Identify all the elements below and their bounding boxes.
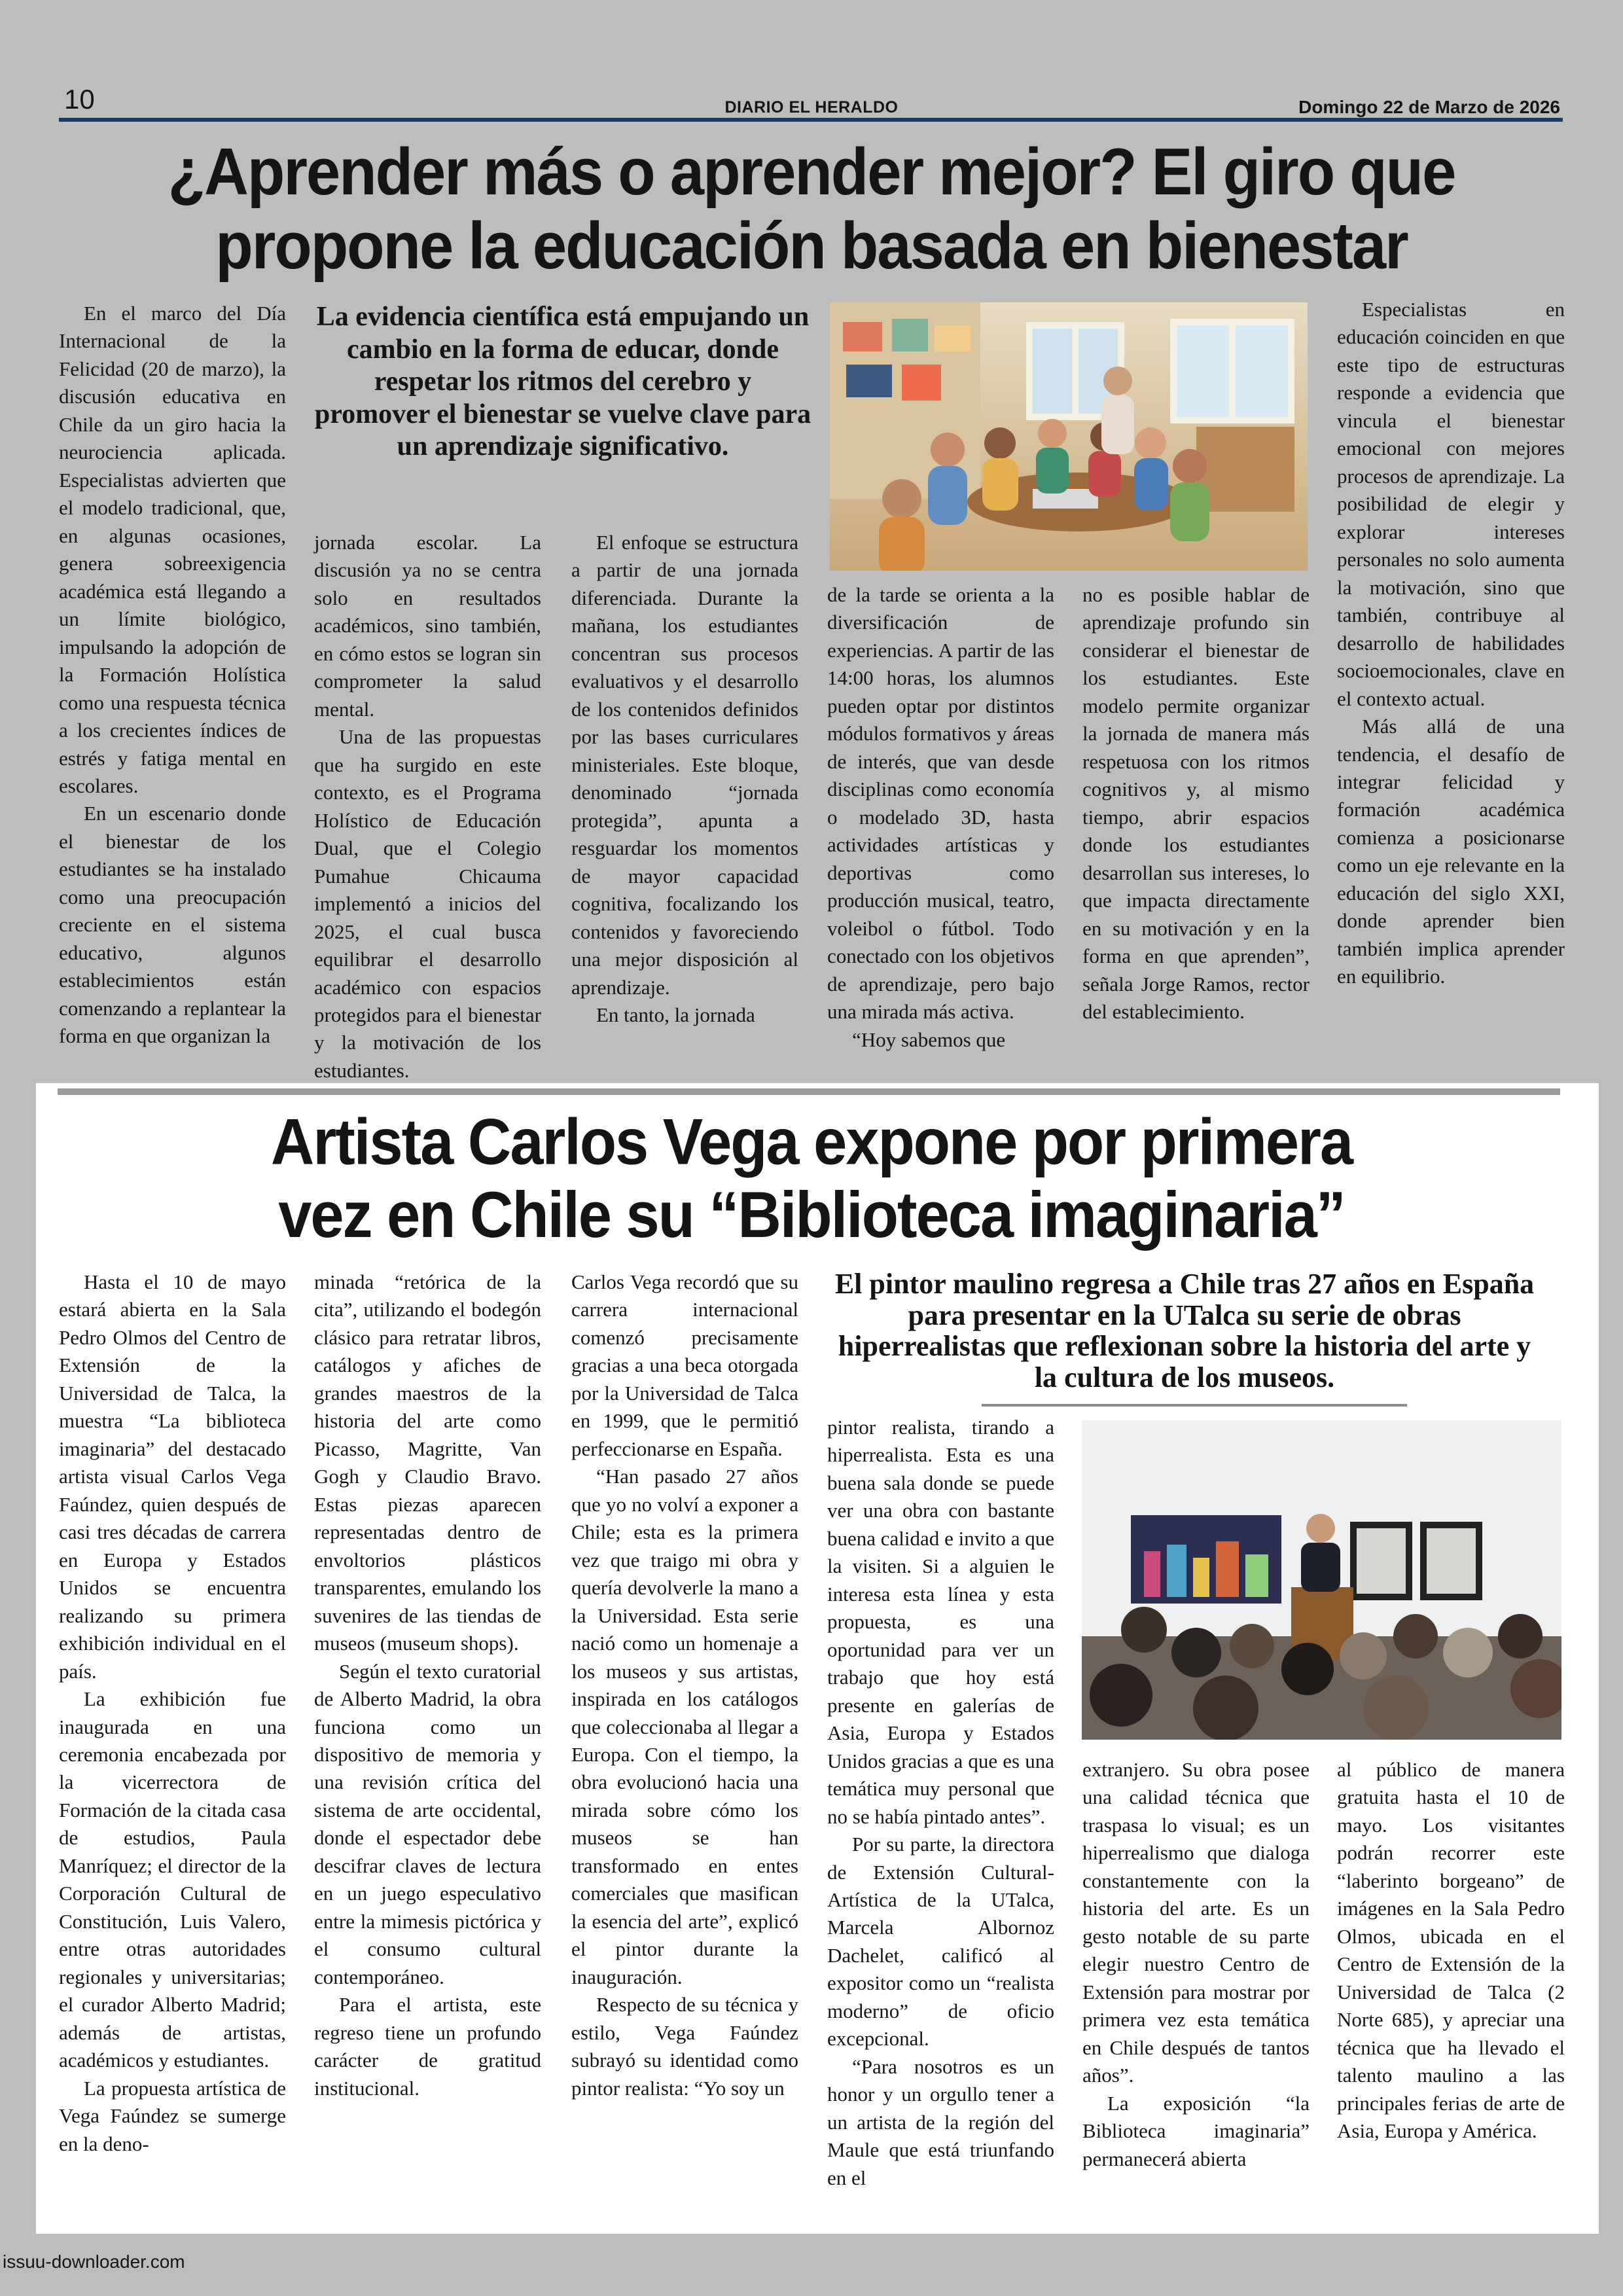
article2-column-1: Hasta el 10 de mayo estará abierta en la Sala Pedro Olmos del Centro de Extensión de la Universidad de Talca, la muestra “La biblioteca imaginaria” del destacado artista visual Carlos Vega Faúndez, quien después de casi tres décadas de carrera en Europa y Estados Unidos se encuentra realizando su primera exhibición individual en el país. La exhibición fue inaugurada en una ceremonia encabezada por la vicerrectora de Formación de la citada casa de estudios, Paula Manríquez; el director de la Corporación Cultural de Constitución, Luis Valero, entre otras autoridades regionales y universitarias; el curador Alberto Madrid; además de artistas, académicos y estudiantes. La propuesta artística de Vega Faúndez se sumerge en la deno-: [59, 1270, 286, 2155]
article2-column-6: al público de manera gratuita hasta el 10 de mayo. Los visitantes podrán recorrer este “laberinto borgeano” de imágenes en la Sala Pedro Olmos, ubicada en el Centro de Extensión de la Universidad de Talca (2 Norte 685), y apreciar una técnica que ha llevado el talento maulino a las principales ferias de arte de Asia, Europa y América.: [1337, 1758, 1565, 2143]
watermark-url[interactable]: issuu-downloader.com: [3, 2251, 185, 2272]
newspaper-name: DIARIO EL HERALDO: [724, 98, 899, 117]
article1-column-6: Especialistas en educación coinciden en que este tipo de estructuras responde a evidencia que vincula el bienestar emocional con mejores procesos de aprendizaje. La posibilidad de elegir y explorar intereses personales no solo aumenta la motivación, sino que también, contribuye al desarrollo de habilidades socioemocionales, clave en el contexto actual. Más allá de una tendencia, el desafío de integrar felicidad y formación académica comienza a posicionarse como un eje relevante en la educación del siglo XXI, donde aprender bien también implica aprender en equilibrio.: [1337, 298, 1565, 988]
article2-deck: El pintor maulino regresa a Chile tras 27 años en España para presentar en la UTalca su serie de obras hiperrealistas que reflexionan sobre la historia del arte y la cultura de los museos.: [834, 1268, 1535, 1393]
article1-headline: ¿Aprender más o aprender mejor? El giro que propone la educación basada en bienestar: [168, 134, 1455, 283]
article1-column-2: jornada escolar. La discusión ya no se centra solo en resultados académicos, sino también, en cómo estos se logran sin comprometer la salud mental. Una de las propuestas que ha surgido en este contexto, es el Programa Holístico de Educación Dual, que el Colegio Pumahue Chicauma implementó a inicios del 2025, el cual busca equilibrar el desarrollo académico con espacios protegidos para el bienestar y la motivación de los estudiantes.: [314, 531, 541, 1082]
classroom-photo: [830, 302, 1308, 571]
article1-deck: La evidencia científica está empujando un cambio en la forma de educar, donde respetar los ritmos del cerebro y promover el bienestar se vuelve clave para un aprendizaje significativo.: [314, 302, 812, 462]
exhibition-photo: [1082, 1420, 1561, 1740]
header-rule: [59, 118, 1563, 122]
article2-headline: Artista Carlos Vega expone por primera vez en Chile su “Biblioteca imaginaria”: [270, 1106, 1353, 1251]
article1-column-4: de la tarde se orienta a la diversificación de experiencias. A partir de las 14:00 horas, los alumnos pueden optar por distintos módulos formativos y áreas de interés, que van desde disciplinas como economía o modelado 3D, hasta actividades artísticas y deportivas como producción musical, teatro, voleibol o fútbol. Todo conectado con los objetivos de aprendizaje, pero bajo una mirada más activa. “Hoy sabemos que: [827, 583, 1054, 1051]
article1-column-1: En el marco del Día Internacional de la Felicidad (20 de marzo), la discusión educativa en Chile da un giro hacia la neurociencia aplicada. Especialistas advierten que el modelo tradicional, que, en algunas ocasiones, genera sobreexigencia académica está llegando a un límite biológico, impulsando la adopción de la Formación Holística como una respuesta técnica a los crecientes índices de estrés y fatiga mental en escolares. En un escenario donde el bienestar de los estudiantes se ha instalado como una preocupación creciente en el sistema educativo, algunos establecimientos están comenzando a replantear la forma en que organizan la: [59, 302, 286, 1048]
page-number: 10: [64, 84, 95, 115]
article2-column-5: extranjero. Su obra posee una calidad técnica que traspasa lo visual; es un hiperrealismo que dialoga constantemente con la historia del arte. Es un gesto notable de su parte elegir nuestro Centro de Extensión para mostrar por primera vez esta temática en Chile después de tantos años”. La exposición “la Biblioteca imaginaria” permanecerá abierta: [1082, 1758, 1310, 2170]
article2-column-4: pintor realista, tirando a hiperrealista. Esta es una buena sala donde se puede ver una obra con bastante buena calidad e invito a que la visiten. Si a alguien le interesa esta línea y esta propuesta, es una oportunidad para ver un trabajo que hoy está presente en galerías de Asia, Europa y Estados Unidos gracias a que es una temática muy personal que no se había pintado antes”. Por su parte, la directora de Extensión Cultural-Artística de la UTalca, Marcela Albornoz Dachelet, calificó al expositor como un “realista moderno” de oficio excepcional. “Para nosotros es un honor y un orgullo tener a un artista de la región del Maule que está triunfando en el: [827, 1416, 1054, 2189]
article1-column-3: El enfoque se estructura a partir de una jornada diferenciada. Durante la mañana, los estudiantes concentran sus procesos evaluativos y el desarrollo de los contenidos definidos por las bases curriculares ministeriales. Este bloque, denominado “jornada protegida”, apunta a resguardar los momentos de mayor capacidad cognitiva, focalizando los contenidos y favoreciendo una mejor disposición al aprendizaje. En tanto, la jornada: [571, 531, 798, 1026]
article2-deck-rule: [982, 1404, 1407, 1407]
article2-column-3: Carlos Vega recordó que su carrera internacional comenzó precisamente gracias a una beca otorgada por la Universidad de Talca en 1999, que le permitió perfeccionarse en España. “Han pasado 27 años que yo no volví a exponer a Chile; esta es la primera vez que traigo mi obra y quería devolverle la mano a la Universidad. Esta serie nació como un homenaje a los museos y sus artistas, inspirada en los catálogos que coleccionaba al llegar a Europa. Con el tiempo, la obra evolucionó hacia una mirada sobre cómo los museos se han transformado en entes comerciales que masifican la esencia del arte”, explicó el pintor durante la inauguración. Respecto de su técnica y estilo, Vega Faúndez subrayó su identidad como pintor realista: “Yo soy un: [571, 1270, 798, 2100]
issue-date: Domingo 22 de Marzo de 2026: [1298, 97, 1560, 117]
article2-top-rule: [58, 1088, 1560, 1095]
article1-column-5: no es posible hablar de aprendizaje profundo sin considerar el bienestar de los estudiantes. Este modelo permite organizar la jornada de manera más respetuosa con los ritmos cognitivos y, al mismo tiempo, abrir espacios donde los estudiantes desarrollan sus intereses, lo que impacta directamente en su motivación y en la forma en que aprenden”, señala Jorge Ramos, rector del establecimiento.: [1082, 583, 1310, 1024]
article2-column-2: minada “retórica de la cita”, utilizando el bodegón clásico para retratar libros, catálogos y afiches de grandes maestros de la historia del arte como Picasso, Magritte, Van Gogh y Claudio Bravo. Estas piezas aparecen representadas dentro de envoltorios plásticos transparentes, emulando los suvenires de las tiendas de museos (museum shops). Según el texto curatorial de Alberto Madrid, la obra funciona como un dispositivo de memoria y una revisión crítica del sistema de arte occidental, donde el espectador debe descifrar claves de lectura en un juego especulativo entre la mimesis pictórica y el consumo cultural contemporáneo. Para el artista, este regreso tiene un profundo carácter de gratitud institucional.: [314, 1270, 541, 2100]
